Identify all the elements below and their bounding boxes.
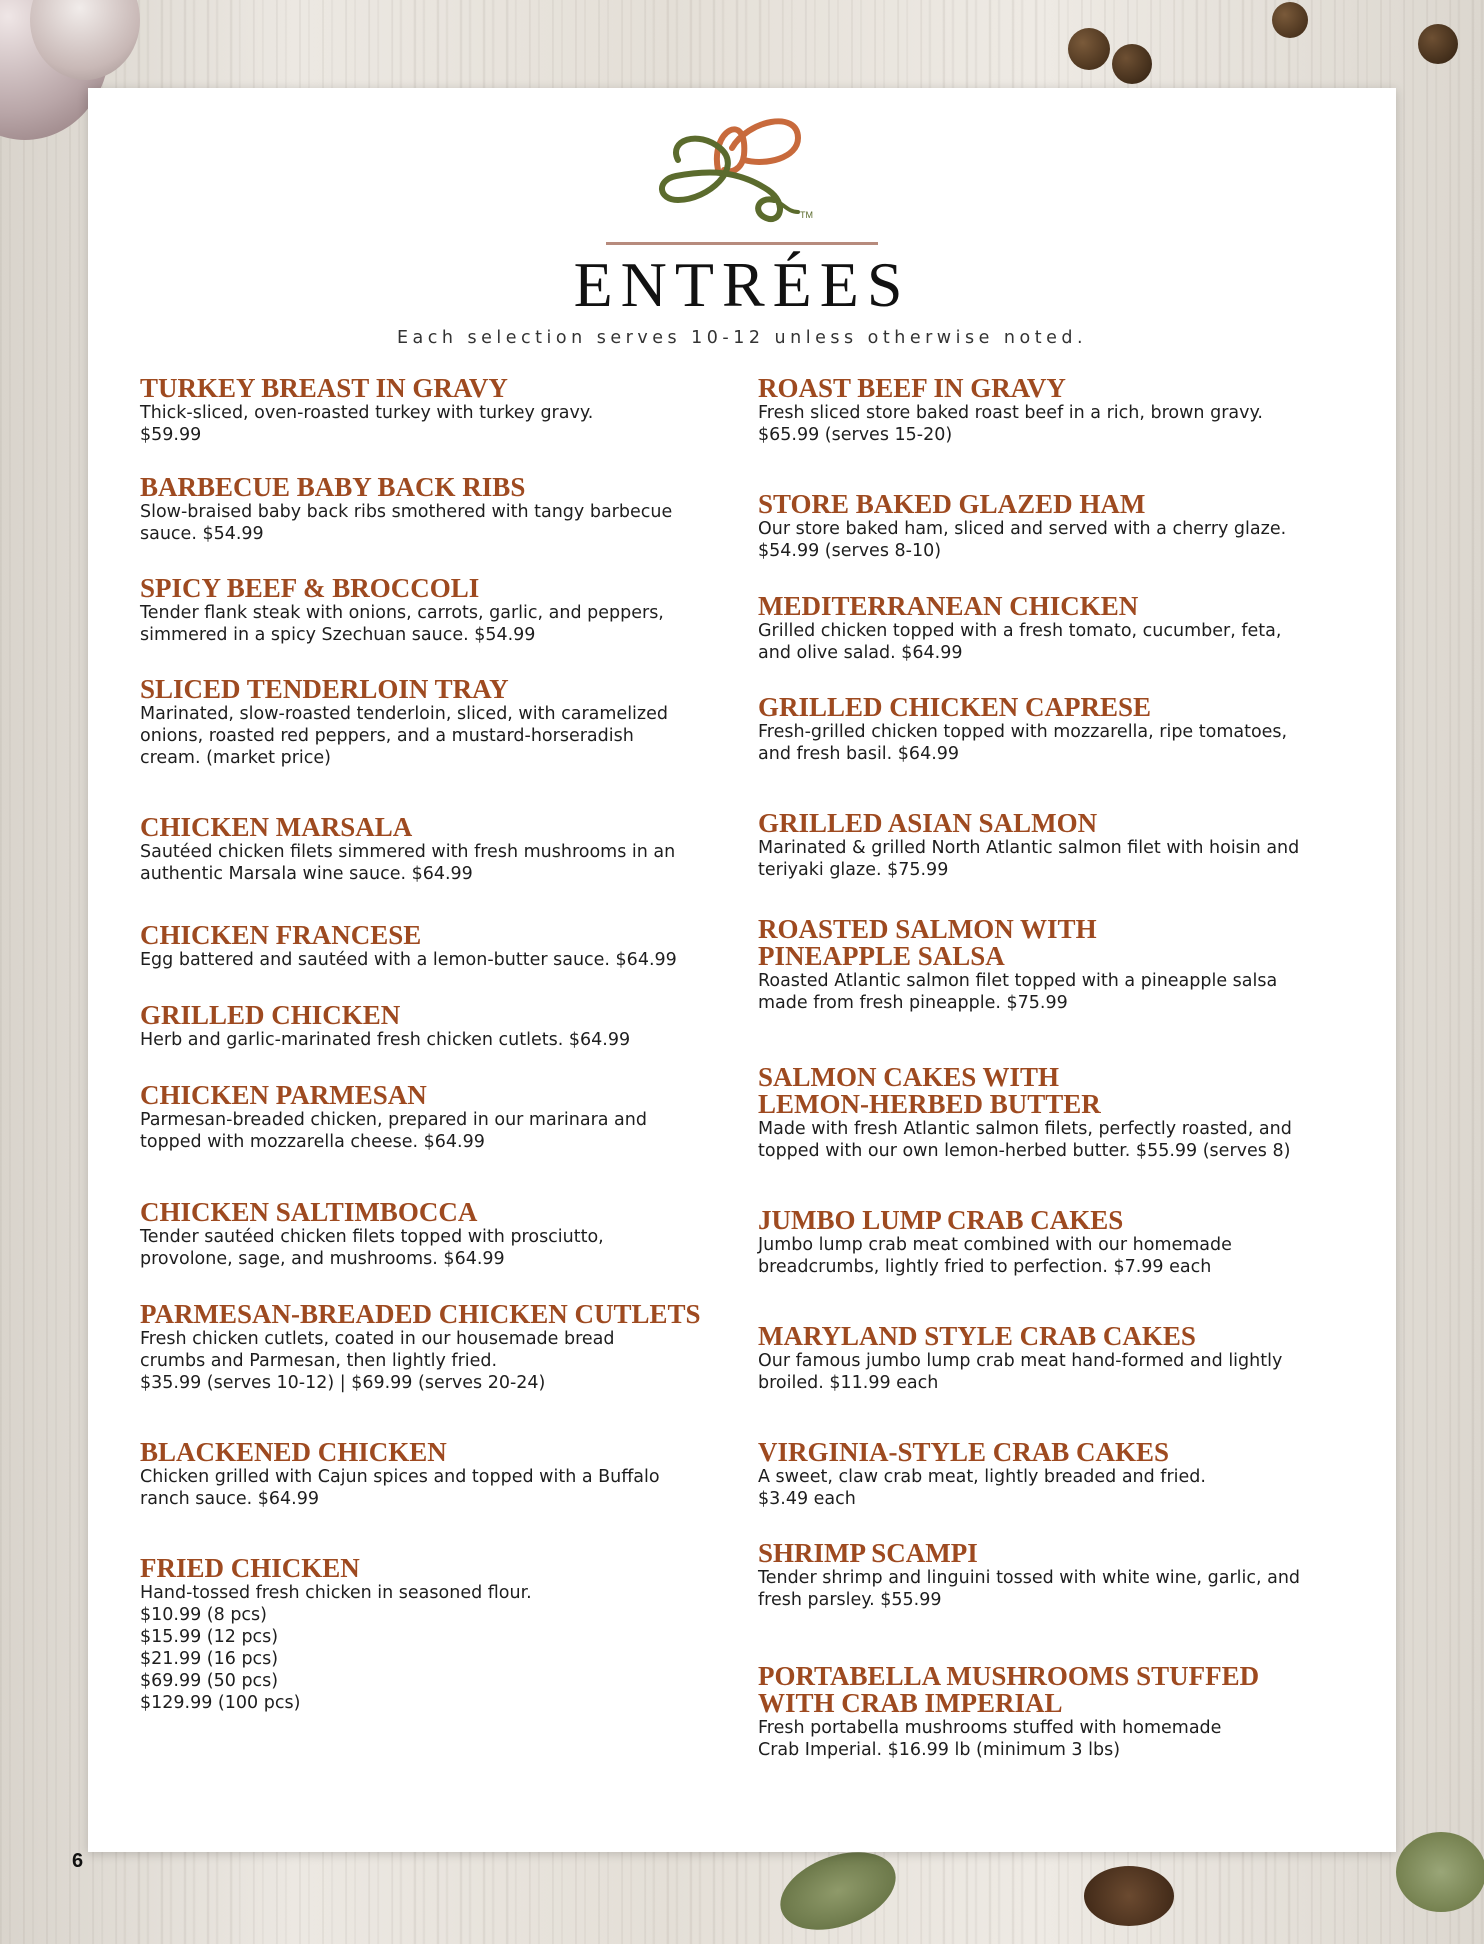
item-description: A sweet, claw crab meat, lightly breaded and fried. $3.49 each: [758, 1467, 1206, 1509]
menu-item: [758, 1663, 1358, 1761]
item-name: SALMON CAKES WITH LEMON-HERBED BUTTER: [758, 1062, 1101, 1119]
item-description: Hand-tossed fresh chicken in seasoned flour. $10.99 (8 pcs) $15.99 (12 pcs) $21.99 (16 pcs) $69.99 (50 pcs) $129.99 (100 pcs): [140, 1583, 532, 1713]
menu-item: [140, 1439, 740, 1510]
item-description: Marinated & grilled North Atlantic salmon filet with hoisin and teriyaki glaze. $75.99: [758, 838, 1300, 880]
peppercorn-decoration: [1068, 28, 1110, 70]
page-subtitle: Each selection serves 10-12 unless otherwise noted.: [396, 328, 1088, 348]
menu-item: [140, 575, 740, 646]
item-name: FRIED CHICKEN: [140, 1553, 360, 1583]
item-description: Fresh sliced store baked roast beef in a rich, brown gravy. $65.99 (serves 15-20): [758, 403, 1263, 445]
page-number: 6: [72, 1850, 84, 1872]
bay-leaf-decoration: [770, 1838, 907, 1944]
item-description: Parmesan-breaded chicken, prepared in our marinara and topped with mozzarella cheese. $64.99: [140, 1110, 647, 1152]
item-description: Roasted Atlantic salmon filet topped with a pineapple salsa made from fresh pineapple. $75.99: [758, 971, 1278, 1013]
item-name: SHRIMP SCAMPI: [758, 1538, 978, 1568]
item-name: CHICKEN FRANCESE: [140, 920, 422, 950]
item-name: VIRGINIA-STYLE CRAB CAKES: [758, 1437, 1170, 1467]
item-name: GRILLED CHICKEN CAPRESE: [758, 692, 1152, 722]
item-name: GRILLED CHICKEN: [140, 1000, 401, 1030]
item-name: JUMBO LUMP CRAB CAKES: [758, 1205, 1124, 1235]
item-description: Tender sautéed chicken filets topped with prosciutto, provolone, sage, and mushrooms. $64.99: [140, 1227, 604, 1269]
item-description: Jumbo lump crab meat combined with our homemade breadcrumbs, lightly fried to perfection. $7.99 each: [758, 1235, 1232, 1277]
item-name: ROASTED SALMON WITH PINEAPPLE SALSA: [758, 914, 1097, 971]
menu-item: [758, 916, 1358, 1014]
star-anise-decoration: [1084, 1866, 1174, 1926]
menu-item: [758, 593, 1358, 664]
menu-item: [140, 375, 740, 446]
item-description: Slow-braised baby back ribs smothered with tangy barbecue sauce. $54.99: [140, 502, 673, 544]
item-name: CHICKEN PARMESAN: [140, 1080, 427, 1110]
item-description: Our store baked ham, sliced and served with a cherry glaze. $54.99 (serves 8-10): [758, 519, 1287, 561]
menu-item: [758, 694, 1358, 765]
page-title: ENTRÉES: [573, 249, 911, 320]
menu-item: [140, 1082, 740, 1153]
item-name: SPICY BEEF & BROCCOLI: [140, 573, 480, 603]
item-description: Herb and garlic-marinated fresh chicken cutlets. $64.99: [140, 1030, 631, 1050]
menu-item: [140, 922, 740, 971]
item-name: BLACKENED CHICKEN: [140, 1437, 447, 1467]
menu-item: [758, 375, 1358, 446]
menu-item: [758, 1207, 1358, 1278]
item-description: Made with fresh Atlantic salmon filets, perfectly roasted, and topped with our own lemon-herbed butter. $55.99 (serves 8): [758, 1119, 1292, 1161]
item-description: Sautéed chicken filets simmered with fresh mushrooms in an authentic Marsala wine sauce. $64.99: [140, 842, 676, 884]
menu-item: [140, 1555, 740, 1714]
item-description: Chicken grilled with Cajun spices and topped with a Buffalo ranch sauce. $64.99: [140, 1467, 660, 1509]
peppercorn-decoration: [1112, 44, 1152, 84]
item-name: GRILLED ASIAN SALMON: [758, 808, 1098, 838]
menu-item: [140, 676, 740, 769]
item-description: Marinated, slow-roasted tenderloin, sliced, with caramelized onions, roasted red peppers, and a mustard-horseradish cream. (market price): [140, 704, 668, 768]
menu-item: [140, 1002, 740, 1051]
item-name: CHICKEN SALTIMBOCCA: [140, 1197, 478, 1227]
menu-item: [758, 491, 1358, 562]
menu-item: [140, 814, 740, 885]
item-description: Egg battered and sautéed with a lemon-butter sauce. $64.99: [140, 950, 677, 970]
item-description: Our famous jumbo lump crab meat hand-formed and lightly broiled. $11.99 each: [758, 1351, 1283, 1393]
peppercorn-decoration: [1272, 2, 1308, 38]
item-description: Tender shrimp and linguini tossed with white wine, garlic, and fresh parsley. $55.99: [758, 1568, 1301, 1610]
menu-item: [758, 1439, 1358, 1510]
item-description: Grilled chicken topped with a fresh tomato, cucumber, feta, and olive salad. $64.99: [758, 621, 1282, 663]
menu-item: [758, 1323, 1358, 1394]
item-description: Fresh chicken cutlets, coated in our housemade bread crumbs and Parmesan, then lightly fried. $35.99 (serves 10-12) | $69.99 (serves 20-24): [140, 1329, 615, 1393]
item-description: Fresh portabella mushrooms stuffed with homemade Crab Imperial. $16.99 lb (minimum 3 lbs): [758, 1718, 1222, 1760]
menu-item: [140, 1199, 740, 1270]
menu-item: [758, 1064, 1358, 1162]
item-name: BARBECUE BABY BACK RIBS: [140, 472, 526, 502]
menu-item: [758, 810, 1358, 881]
menu-item: [140, 474, 740, 545]
item-name: ROAST BEEF IN GRAVY: [758, 373, 1066, 403]
title-divider: [606, 242, 878, 245]
menu-item: [758, 1540, 1358, 1611]
item-description: Tender flank steak with onions, carrots, garlic, and peppers, simmered in a spicy Szechuan sauce. $54.99: [140, 603, 664, 645]
rabbit-logo-icon: [648, 100, 828, 235]
peppercorn-decoration: [1418, 24, 1458, 64]
menu-item: [140, 1301, 740, 1394]
item-name: MARYLAND STYLE CRAB CAKES: [758, 1321, 1196, 1351]
bay-leaf-decoration: [1396, 1832, 1484, 1912]
item-name: PORTABELLA MUSHROOMS STUFFED WITH CRAB IMPERIAL: [758, 1661, 1260, 1718]
item-name: STORE BAKED GLAZED HAM: [758, 489, 1146, 519]
item-description: Thick-sliced, oven-roasted turkey with turkey gravy. $59.99: [140, 403, 594, 445]
item-name: MEDITERRANEAN CHICKEN: [758, 591, 1139, 621]
menu-page: [88, 88, 1396, 1852]
trademark-label: TM: [800, 210, 813, 220]
item-name: TURKEY BREAST IN GRAVY: [140, 373, 508, 403]
item-name: CHICKEN MARSALA: [140, 812, 413, 842]
item-description: Fresh-grilled chicken topped with mozzarella, ripe tomatoes, and fresh basil. $64.99: [758, 722, 1288, 764]
item-name: PARMESAN-BREADED CHICKEN CUTLETS: [140, 1299, 701, 1329]
item-name: SLICED TENDERLOIN TRAY: [140, 674, 509, 704]
